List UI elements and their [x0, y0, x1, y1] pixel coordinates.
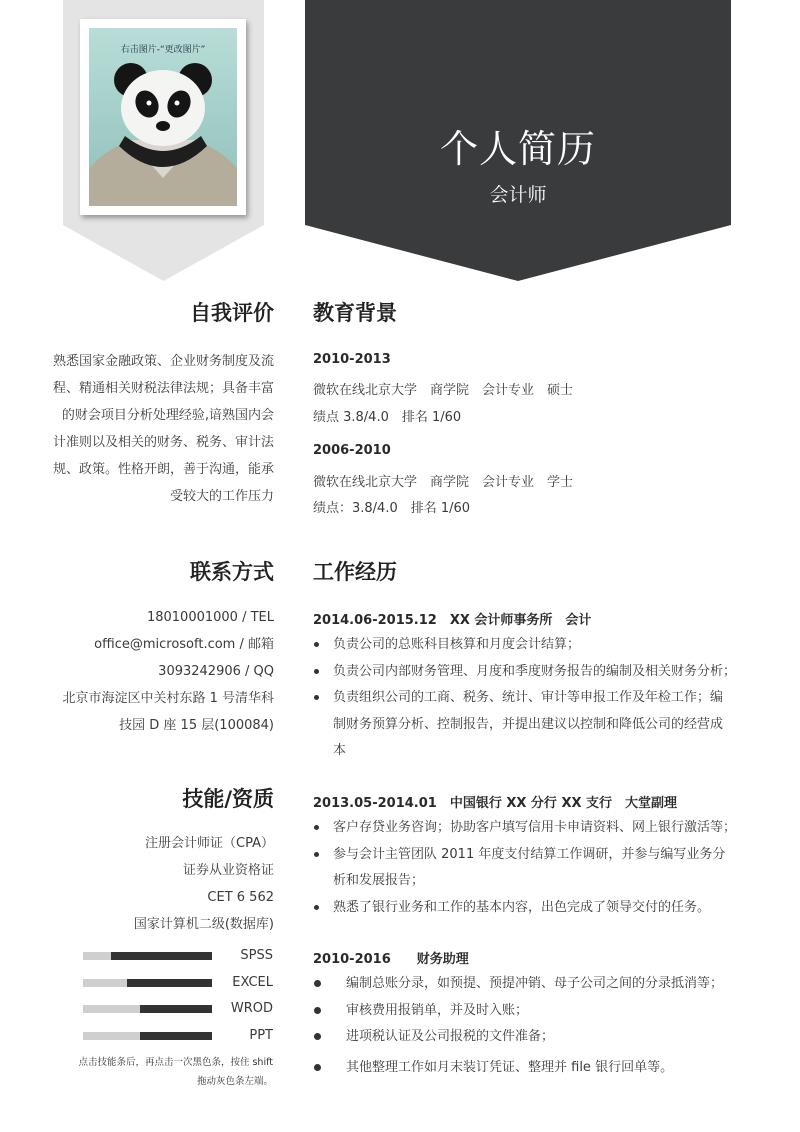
- skill-bar-spss[interactable]: [83, 952, 212, 960]
- job-title: 2013.05-2014.01 中国银行 XX 分行 XX 支行 大堂副理: [313, 796, 678, 811]
- job-duties: [313, 815, 753, 921]
- profile-photo-frame[interactable]: [80, 19, 246, 215]
- bullet-icon: [314, 905, 319, 910]
- edu-detail: 微软在线北京大学 商学院 会计专业 学士: [313, 475, 574, 490]
- list-item: 熟悉了银行业务和工作的基本内容，出色完成了领导交付的任务。: [313, 895, 753, 922]
- work-heading: 工作经历: [313, 560, 397, 584]
- skill-label: EXCEL: [232, 975, 273, 990]
- list-item-continued: 本: [333, 743, 347, 758]
- resume-subtitle: 会计师: [489, 184, 547, 206]
- list-item: 进项税认证及公司报税的文件准备；: [313, 1024, 753, 1051]
- edu-detail: 微软在线北京大学 商学院 会计专业 硕士: [313, 383, 574, 398]
- cert-item: CET 6 562: [207, 890, 274, 905]
- skill-bar-fill[interactable]: [140, 1032, 212, 1040]
- skill-bar-word[interactable]: [83, 1005, 212, 1013]
- self-eval-line: 受较大的工作压力: [169, 489, 274, 504]
- self-eval-line: 熟悉国家金融政策、企业财务制度及流: [52, 354, 274, 369]
- bullet-icon: [314, 1064, 321, 1071]
- list-item-continued: 析和发展报告；: [333, 873, 425, 888]
- skill-bar-fill[interactable]: [140, 1005, 212, 1013]
- skill-bar-fill[interactable]: [111, 952, 212, 960]
- list-item-continued: 制财务预算分析、控制报告，并提出建议以控制和降低公司的经营成: [333, 716, 724, 732]
- list-item: 负责公司的总账科目核算和月度会计结算；: [313, 632, 753, 659]
- contact-heading: 联系方式: [190, 560, 274, 584]
- resume-title: 个人简历: [439, 127, 596, 171]
- bullet-icon: [314, 1033, 321, 1040]
- bullet-icon: [314, 825, 319, 830]
- contact-qq[interactable]: 3093242906 / QQ: [158, 664, 274, 679]
- skill-label: WROD: [230, 1001, 273, 1016]
- edu-period: 2006-2010: [313, 443, 391, 458]
- skill-label: SPSS: [240, 948, 273, 963]
- bullet-icon: [314, 695, 319, 700]
- bullet-icon: [314, 980, 321, 987]
- job-title: 2010-2016 财务助理: [313, 952, 469, 967]
- list-item: 负责组织公司的工商、税务、统计、审计等申报工作及年检工作；编: [313, 685, 753, 712]
- skill-bar-excel[interactable]: [83, 979, 212, 987]
- skill-label: PPT: [249, 1028, 273, 1043]
- cert-item: 证券从业资格证: [182, 863, 274, 878]
- bullet-icon: [314, 1007, 321, 1014]
- cert-list: [30, 830, 274, 938]
- self-eval-line: 的财会项目分析处理经验,谙熟国内会: [61, 408, 274, 423]
- education-heading: 教育背景: [313, 301, 397, 325]
- bullet-icon: [314, 852, 319, 857]
- job-duties: [313, 632, 753, 765]
- contact-phone[interactable]: 18010001000 / TEL: [146, 610, 274, 625]
- photo-change-hint: 右击图片-“更改图片”: [120, 45, 206, 55]
- contact-address: 技园 D 座 15 层(100084): [119, 718, 274, 733]
- job-duties: [313, 971, 753, 1081]
- self-eval-line: 计准则以及相关的财务、税务、审计法: [52, 435, 274, 450]
- self-eval-line: 规、政策。性格开朗，善于沟通，能承: [52, 462, 274, 477]
- contact-address: 北京市海淀区中关村东路 1 号清华科: [62, 691, 274, 706]
- job-title: 2014.06-2015.12 XX 会计师事务所 会计: [313, 613, 592, 628]
- tip-line: 点击技能条后，再点击一次黑色条，按住 shift: [78, 1057, 273, 1068]
- bullet-icon: [314, 669, 319, 674]
- list-item: 参与会计主管团队 2011 年度支付结算工作调研，并参与编写业务分: [313, 842, 753, 869]
- list-item: 编制总账分录，如预提、预提冲销、母子公司之间的分录抵消等；: [313, 971, 753, 998]
- list-item: 审核费用报销单，并及时入账；: [313, 998, 753, 1025]
- edu-score: 绩点：3.8/4.0 排名 1/60: [313, 501, 471, 516]
- bullet-icon: [314, 642, 319, 647]
- skills-heading: 技能/资质: [182, 787, 274, 811]
- edu-score: 绩点 3.8/4.0 排名 1/60: [313, 410, 462, 425]
- profile-photo[interactable]: [89, 28, 237, 206]
- list-item: 负责公司内部财务管理、月度和季度财务报告的编制及相关财务分析；: [313, 659, 753, 686]
- tip-line: 拖动灰色条左端。: [196, 1076, 273, 1087]
- skill-bar-ppt[interactable]: [83, 1032, 212, 1040]
- self-eval-text: [30, 348, 274, 510]
- skill-bar-fill[interactable]: [127, 979, 212, 987]
- list-item: 其他整理工作如月末装订凭证、整理并 file 银行回单等。: [313, 1055, 753, 1082]
- list-item: 客户存贷业务咨询；协助客户填写信用卡申请资料、网上银行激活等；: [313, 815, 753, 842]
- self-eval-line: 程、精通相关财税法律法规；具备丰富: [52, 381, 274, 396]
- contact-list: [30, 604, 274, 739]
- contact-email[interactable]: office@microsoft.com / 邮箱: [94, 637, 274, 652]
- skill-bar-tip: [33, 1053, 273, 1091]
- cert-item: 注册会计师证（CPA）: [145, 836, 274, 851]
- cert-item: 国家计算机二级(数据库): [133, 917, 274, 932]
- edu-period: 2010-2013: [313, 352, 391, 367]
- self-eval-heading: 自我评价: [190, 301, 274, 325]
